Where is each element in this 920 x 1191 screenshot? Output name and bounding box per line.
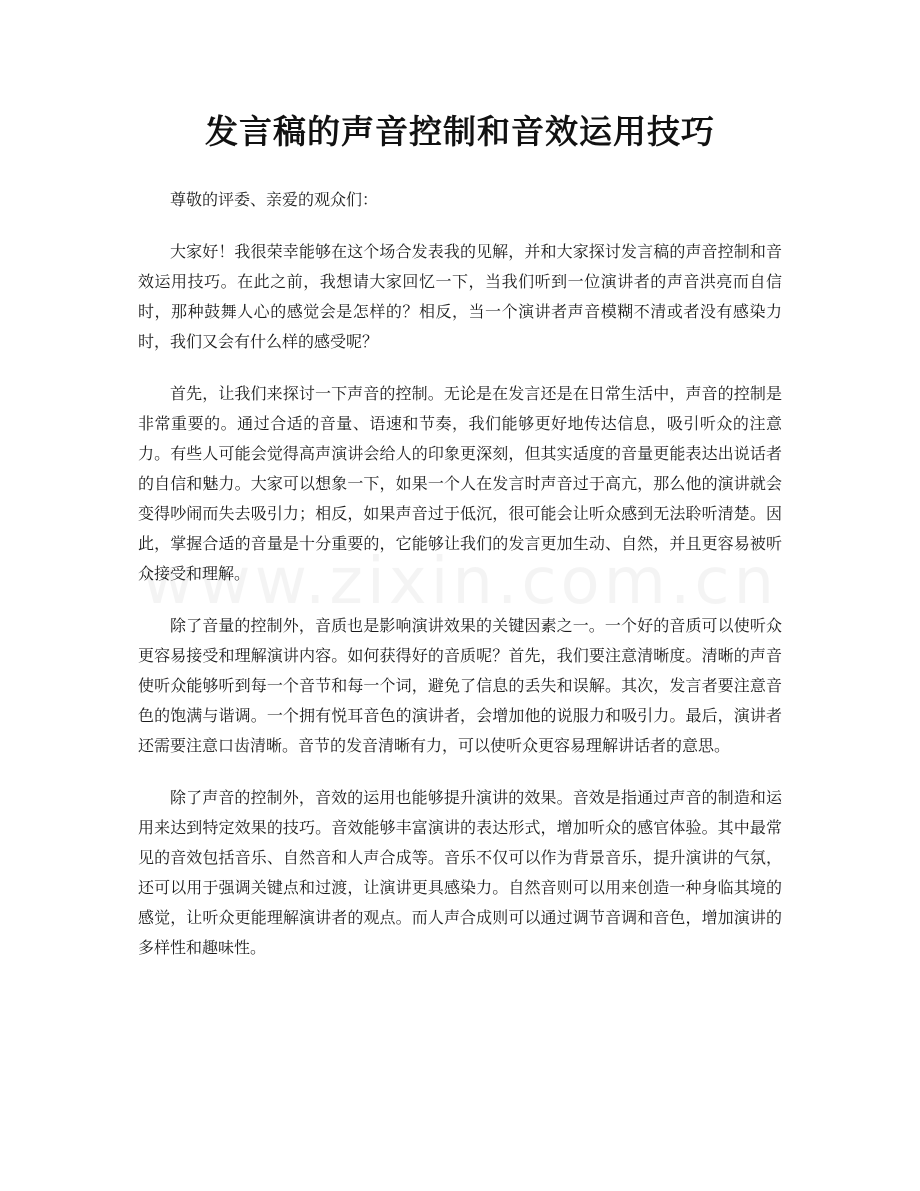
paragraph-3: 除了音量的控制外，音质也是影响演讲效果的关键因素之一。一个好的音质可以使听众更容易接受和理解演讲内容。如何获得好的音质呢？首先，我们要注意清晰度。清晰的声音使听众能够听到每一个音节和每一个词，避免了信息的丢失和误解。其次，发言者要注意音色的饱满与谐调。一个拥有悦耳音色的演讲者，会增加他的说服力和吸引力。最后，演讲者还需要注意口齿清晰。音节的发音清晰有力，可以使听众更容易理解讲话者的意思。 [138,616,782,755]
paragraph-4: 除了声音的控制外，音效的运用也能够提升演讲的效果。音效是指通过声音的制造和运用来达到特定效果的技巧。音效能够丰富演讲的表达形式，增加听众的感官体验。其中最常见的音效包括音乐、自然音和人声合成等。音乐不仅可以作为背景音乐，提升演讲的气氛，还可以用于强调关键点和过渡，让演讲更具感染力。自然音则可以用来创造一种身临其境的感觉，让听众更能理解演讲者的观点。而人声合成则可以通过调节音调和音色，增加演讲的多样性和趣味性。 [138,788,782,957]
salutation: 尊敬的评委、亲爱的观众们： [170,190,379,209]
paragraph-2: 首先，让我们来探讨一下声音的控制。无论是在发言还是在日常生活中，声音的控制是非常重要的。通过合适的音量、语速和节奏，我们能够更好地传达信息，吸引听众的注意力。有些人可能会觉得高声演讲会给人的印象更深刻，但其实适度的音量更能表达出说话者的自信和魅力。大家可以想象一下，如果一个人在发言时声音过于高亢，那么他的演讲就会变得吵闹而失去吸引力；相反，如果声音过于低沉，很可能会让听众感到无法聆听清楚。因此，掌握合适的音量是十分重要的，它能够让我们的发言更加生动、自然，并且更容易被听众接受和理解。 [138,384,782,583]
paragraph-1: 大家好！我很荣幸能够在这个场合发表我的见解，并和大家探讨发言稿的声音控制和音效运用技巧。在此之前，我想请大家回忆一下，当我们听到一位演讲者的声音洪亮而自信时，那种鼓舞人心的感觉会是怎样的？相反，当一个演讲者声音模糊不清或者没有感染力时，我们又会有什么样的感受呢？ [138,242,782,351]
document-title: 发言稿的声音控制和音效运用技巧 [205,112,715,151]
